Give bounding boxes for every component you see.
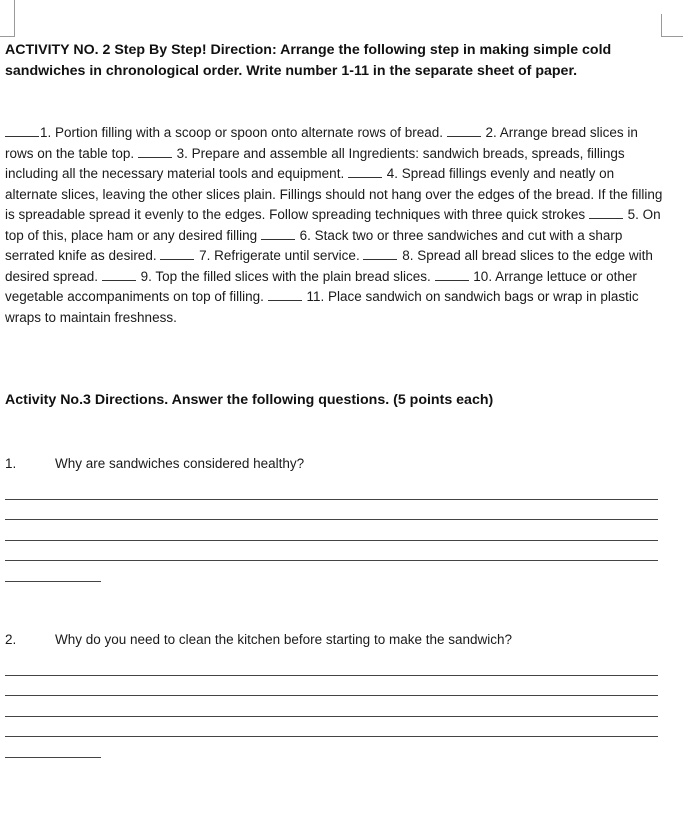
steps-paragraph [5,123,667,328]
question-2-text: Why do you need to clean the kitchen before starting to make the sandwich? [55,632,513,647]
question-1 [5,454,304,474]
answer-blank[interactable] [102,269,136,281]
page-corner-top-left-base [0,36,15,37]
answer-line[interactable] [5,716,658,717]
answer-blank[interactable] [447,125,481,137]
step-1: 1. Portion filling with a scoop or spoon onto alternate rows of bread. [40,125,443,140]
step-2: 2. Arrange bread slices in rows on the table top. [5,125,638,161]
page-corner-top-right-base [661,36,683,37]
step-5: 5. On top of this, place ham or any desired filling [5,207,661,243]
answer-blank[interactable] [589,207,623,219]
answer-line[interactable] [5,560,658,561]
page-corner-top-right [661,14,662,36]
question-1-number: 1. [5,456,17,471]
question-2 [5,630,512,650]
answer-line[interactable] [5,581,101,582]
answer-blank[interactable] [138,146,172,158]
answer-line[interactable] [5,540,658,541]
answer-blank[interactable] [435,269,469,281]
step-4: 4. Spread fillings evenly and neatly on alternate slices, leaving the other slices plain. Fillings should not hang over the edges of the bread. If the filling is spreadable spread it evenly to the edges. Follow spreading techniques with three quick strokes [5,166,663,222]
activity2-heading-line2: sandwiches in chronological order. Write number 1-11 in the separate sheet of paper. [5,63,578,79]
answer-blank[interactable] [268,289,302,301]
activity2-heading-line1: ACTIVITY NO. 2 Step By Step! Direction: Arrange the following step in making simple cold [5,42,612,58]
step-3: 3. Prepare and assemble all Ingredients: sandwich breads, spreads, fillings including all the necessary material tools and equipment. [5,145,625,181]
step-9: 9. Top the filled slices with the plain bread slices. [140,268,431,284]
question-2-number: 2. [5,632,17,647]
answer-blank[interactable] [160,248,194,260]
step-11: 11. Place sandwich on sandwich bags or wrap in plastic wraps to maintain freshness. [5,289,639,325]
answer-line[interactable] [5,695,658,696]
answer-blank[interactable] [5,125,39,137]
answer-line[interactable] [5,736,658,737]
page-corner-top-left [0,0,15,36]
activity2-heading [5,40,675,82]
answer-blank[interactable] [363,248,397,260]
question-1-text: Why are sandwiches considered healthy? [55,456,305,471]
answer-line[interactable] [5,499,658,500]
answer-line[interactable] [5,519,658,520]
step-7: 7. Refrigerate until service. [199,248,360,263]
step-8: 8. Spread all bread slices to the edge with desired spread. [5,248,653,284]
answer-blank[interactable] [348,166,382,178]
answer-blank[interactable] [261,228,295,240]
step-10: 10. Arrange lettuce or other vegetable accompaniments on top of filling. [5,268,637,304]
activity3-heading: Activity No.3 Directions. Answer the following questions. (5 points each) [5,392,494,408]
step-6: 6. Stack two or three sandwiches and cut with a sharp serrated knife as desired. [5,227,623,263]
answer-line[interactable] [5,757,101,758]
answer-line[interactable] [5,675,658,676]
